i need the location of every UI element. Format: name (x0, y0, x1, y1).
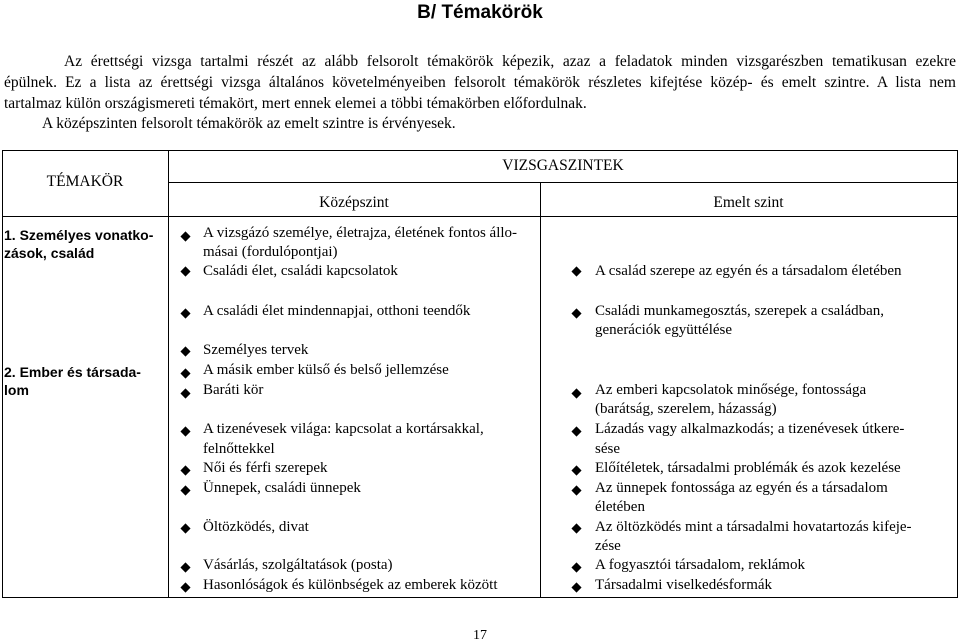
adv-item-continuation: (barátság, szerelem, házasság) (595, 401, 777, 417)
bullet-icon (181, 347, 191, 357)
bullet-icon (572, 524, 582, 534)
bullet-icon (572, 389, 582, 399)
adv-item: Lázadás vagy alkalmazkodás; a tizenévesek útkere- (595, 421, 905, 437)
bullet-icon (572, 309, 582, 319)
bullet-icon (181, 267, 191, 277)
adv-item: Az emberi kapcsolatok minősége, fontossága (595, 382, 867, 398)
intro-line-3: tartalmaz külön országismereti témakört, mert ennek elemei a többi témakörben előfordulnak. (4, 95, 587, 112)
adv-item-continuation: zése (595, 538, 621, 554)
adv-item: Előítéletek, társadalmi problémák és azok kezelése (595, 460, 901, 476)
mid-item: Vásárlás, szolgáltatások (posta) (203, 557, 393, 573)
bullet-icon (572, 486, 582, 496)
mid-item: Hasonlóságok és különbségek az emberek között (203, 577, 498, 593)
bullet-icon (181, 583, 191, 593)
mid-item: Családi élet, családi kapcsolatok (203, 263, 398, 279)
topic-1-line-1: 1. Személyes vonatko- (4, 227, 154, 243)
bullet-icon (181, 466, 191, 476)
mid-item: A vizsgázó személye, életrajza, életének fontos állo- (203, 225, 518, 241)
topic-1 (4, 226, 169, 262)
bullet-icon (572, 466, 582, 476)
topic-1-line-2: zások, család (4, 245, 95, 261)
mid-item: Öltözködés, divat (203, 519, 309, 535)
bullet-icon (181, 563, 191, 573)
header-exam-levels: VIZSGASZINTEK (502, 157, 624, 174)
adv-item: A család szerepe az egyén és a társadalom életében (595, 263, 902, 279)
adv-item: Az öltözködés mint a társadalmi hovatartozás kifeje- (595, 519, 912, 535)
intro-line-1: Az érettségi vizsga tartalmi részét az alább felsorolt témakörök képezik, azaz a feladatok minden vizsgarészben tematikusan ezekre (64, 53, 956, 70)
intro-line-2: épülnek. Ez a lista az érettségi vizsga általános követelményeiben felsorolt témakörök részletes kifejtése közép- és emelt szintre. A lista nem (4, 74, 956, 91)
mid-item: A családi élet mindennapjai, otthoni teendők (203, 303, 471, 319)
bullet-icon (572, 267, 582, 277)
mid-item: Női és férfi szerepek (203, 460, 328, 476)
bullet-icon (181, 427, 191, 437)
mid-item: Baráti kör (203, 382, 264, 398)
mid-item: Személyes tervek (203, 342, 309, 358)
adv-item-continuation: életében (595, 499, 645, 515)
bullet-icon (572, 563, 582, 573)
table-border-right (957, 150, 958, 598)
table-border-left (2, 150, 3, 598)
header-middle-level: Középszint (319, 194, 389, 211)
bullet-icon (181, 369, 191, 379)
table-border-top (2, 150, 958, 151)
table-divider-levels (540, 182, 541, 598)
intro-paragraph-2: A középszinten felsorolt témakörök az emelt szintre is érvényesek. (42, 115, 456, 132)
topic-2-line-1: 2. Ember és társada- (4, 364, 141, 380)
adv-item: Családi munkamegosztás, szerepek a családban, (595, 303, 885, 319)
mid-item-continuation: felnőttekkel (203, 441, 275, 457)
page-number: 17 (473, 628, 487, 643)
bullet-icon (572, 583, 582, 593)
bullet-icon (572, 427, 582, 437)
header-group-divider (168, 182, 958, 183)
bullet-icon (181, 524, 191, 534)
bullet-icon (181, 309, 191, 319)
header-bottom-divider (2, 216, 958, 217)
mid-item: Ünnepek, családi ünnepek (203, 480, 361, 496)
table-border-bottom (2, 597, 958, 598)
adv-item-continuation: sése (595, 441, 620, 457)
adv-item: A fogyasztói társadalom, reklámok (595, 557, 805, 573)
page-title: B/ Témakörök (417, 2, 543, 23)
adv-item: Az ünnepek fontossága az egyén és a társadalom (595, 480, 888, 496)
mid-item: A tizenévesek világa: kapcsolat a kortársakkal, (203, 421, 484, 437)
topic-2-line-2: lom (4, 382, 29, 398)
adv-item: Társadalmi viselkedésformák (595, 577, 773, 593)
mid-item-continuation: másai (fordulópontjai) (203, 244, 338, 260)
header-topic: TÉMAKÖR (46, 173, 124, 190)
topic-2 (4, 363, 169, 399)
bullet-icon (181, 232, 191, 242)
header-advanced-level: Emelt szint (713, 194, 784, 211)
bullet-icon (181, 389, 191, 399)
adv-item-continuation: generációk együttélése (595, 322, 733, 338)
bullet-icon (181, 486, 191, 496)
mid-item: A másik ember külső és belső jellemzése (203, 362, 449, 378)
